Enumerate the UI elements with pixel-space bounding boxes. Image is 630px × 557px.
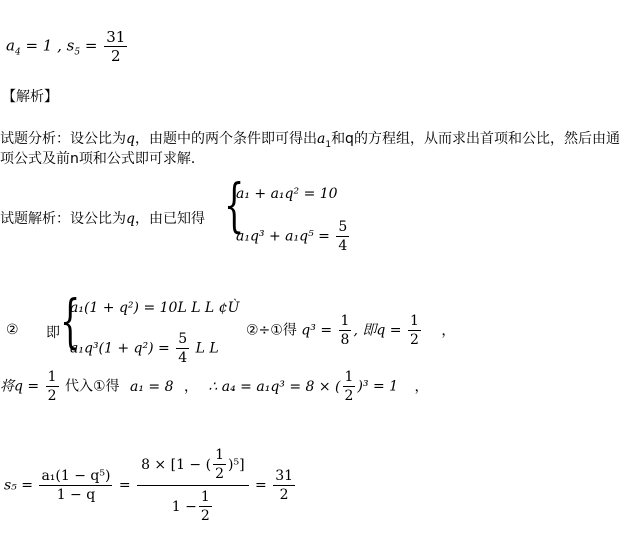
sub-therefore: ∴ a₄ = a₁q³ = 8 × (: [208, 378, 341, 395]
analysis-line-2: 项公式及前n项和公式即可求解．: [0, 151, 205, 167]
system2-row2-num: 5: [178, 331, 188, 347]
divide-num-2: 1: [409, 313, 419, 329]
s5-f2-num-b: )⁵]: [228, 456, 245, 473]
s5-result-frac: [273, 467, 295, 504]
answer-frac-den: 2: [110, 47, 121, 65]
s5-f1-num: a₁(1 − q⁵): [41, 468, 111, 484]
s5-line: [4, 444, 297, 527]
sub-prefix: 将q =: [0, 378, 40, 395]
sub-half-frac: [343, 368, 356, 405]
divide-den-2: 2: [409, 332, 419, 348]
divide-frac-2: [408, 312, 421, 349]
s5-f2-num-half: [213, 446, 226, 483]
system2-row2-den: 4: [178, 350, 188, 366]
sub-tail: ，: [414, 378, 429, 395]
answer-a-sub: 4: [14, 47, 21, 58]
answer-line: [6, 28, 129, 65]
analysis-a1: a: [316, 131, 326, 147]
system1-row2-den: 4: [338, 238, 348, 254]
s5-eq2: =: [255, 477, 267, 494]
s5-f2-den-den: 2: [200, 508, 210, 524]
s5-f2-den-num: 1: [200, 489, 210, 505]
s5-f2-den-half: [199, 488, 212, 525]
analysis-q: q: [126, 131, 135, 147]
s5-f2-den: [168, 486, 218, 527]
circle-2-label: ②: [6, 322, 19, 338]
substitution-line: [0, 368, 429, 405]
system1-row2: [236, 218, 351, 255]
sub-frac-num: 1: [47, 369, 57, 385]
sub-frac-den: 2: [47, 388, 57, 404]
divide-den-1: 8: [340, 332, 350, 348]
sub-end: )³ = 1: [357, 378, 399, 395]
system2-row2-frac: [176, 330, 189, 367]
sub-half-den: 2: [344, 388, 354, 404]
answer-eq2: =: [80, 36, 98, 55]
system1-row1: a₁ + a₁q² = 10: [236, 186, 338, 202]
sub-sep: ，: [183, 378, 198, 395]
system2-row1: a₁(1 + q²) = 10L L L ¢Ù: [70, 300, 240, 316]
divide-text: ②÷①得: [246, 322, 297, 339]
s5-f2-num-half-num: 1: [215, 447, 224, 463]
divide-line: [246, 312, 455, 349]
system1-row2-num: 5: [338, 219, 348, 235]
s5-left: s₅ =: [4, 477, 33, 494]
divide-frac-1: [339, 312, 352, 349]
answer-frac-num: 31: [106, 28, 126, 46]
sub-frac: [46, 368, 59, 405]
system1-row2-frac: [336, 218, 349, 255]
section-header: 【解析】: [2, 89, 58, 105]
system1-row2-left: a₁q³ + a₁q⁵ =: [236, 228, 330, 245]
s5-res-den: 2: [279, 487, 289, 503]
system2-row2: [70, 330, 219, 367]
analysis-text-a: 试题分析：设公比为: [0, 131, 126, 147]
s5-f2-num-a: 8 × [1 − (: [141, 456, 212, 473]
divide-q: q³ =: [301, 322, 333, 339]
system2-brace: {: [60, 287, 81, 355]
answer-s-sub: 5: [74, 47, 81, 58]
solution-mid: ，由已知得: [134, 211, 205, 227]
s5-f1-den: 1 − q: [56, 487, 96, 503]
system2-row2-left: a₁q³(1 + q²) =: [70, 340, 170, 357]
ji-label: 即: [46, 325, 60, 341]
sub-half-num: 1: [344, 369, 354, 385]
answer-fraction: [104, 28, 127, 65]
solution-q: q: [126, 211, 135, 227]
s5-res-num: 31: [275, 468, 294, 484]
sub-mid: 代入①得: [64, 378, 120, 395]
s5-frac-2: [137, 444, 248, 527]
s5-f2-num-half-den: 2: [215, 466, 224, 482]
s5-eq: =: [118, 477, 131, 494]
analysis-text-c: 和q的方程组，从而求出首项和公比，然后由通: [331, 131, 620, 147]
divide-tail: ，: [441, 322, 456, 339]
solution-prefix: 试题解析：设公比为: [0, 211, 126, 227]
s5-frac-1: [39, 467, 112, 504]
sub-a1: a₁ = 8: [130, 378, 174, 395]
s5-f2-num: [137, 444, 248, 486]
answer-eq1: = 1 , s: [20, 36, 75, 55]
answer-a: a: [6, 36, 15, 55]
analysis-a1-sub: 1: [325, 139, 332, 150]
system2-row2-tail: L L: [195, 340, 219, 357]
system1-brace: {: [224, 171, 245, 239]
analysis-line-1: [0, 128, 620, 150]
analysis-text-b: ，由题中的两个条件即可得出: [134, 131, 317, 147]
solution-intro: [0, 208, 205, 228]
divide-num-1: 1: [340, 313, 350, 329]
s5-f2-den-a: 1 −: [171, 498, 197, 515]
divide-mid: , 即q =: [353, 322, 402, 339]
